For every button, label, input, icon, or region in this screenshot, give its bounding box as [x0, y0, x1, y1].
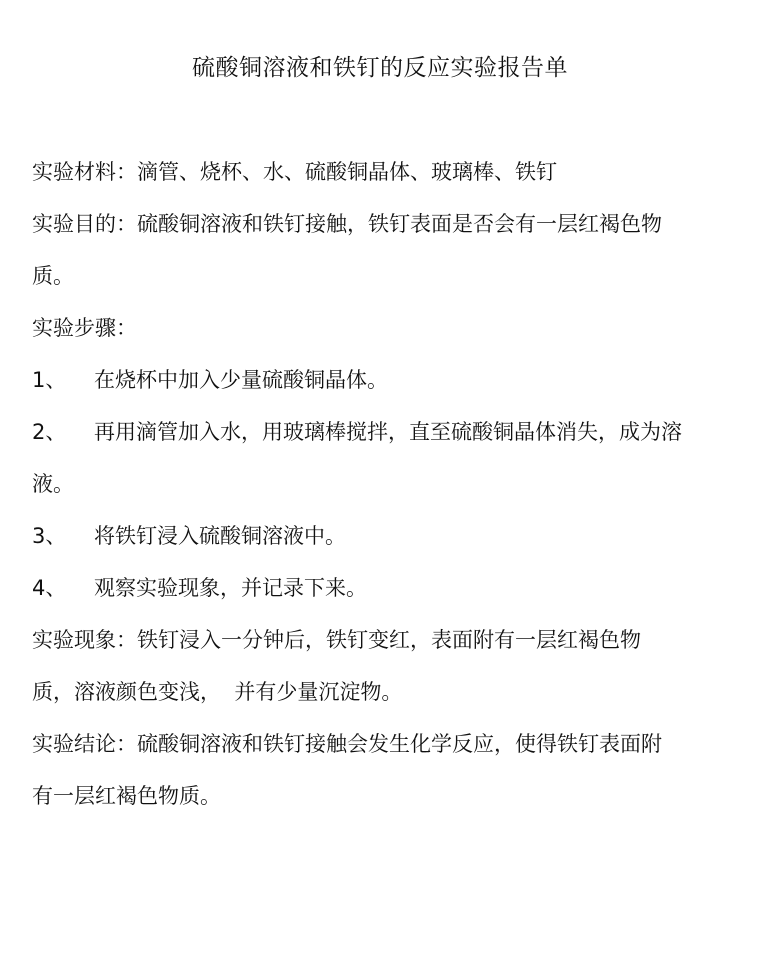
- step-text: 观察实验现象，并记录下来。: [94, 576, 367, 600]
- step-text: 在烧杯中加入少量硫酸铜晶体。: [94, 368, 388, 392]
- report-body: [32, 146, 732, 822]
- phenomenon-line-1: 实验现象：铁钉浸入一分钟后，铁钉变红，表面附有一层红褐色物: [32, 628, 641, 652]
- step-3: [32, 510, 732, 562]
- step-2: [32, 406, 732, 458]
- step-2-continuation: 液。: [32, 472, 74, 496]
- step-number: 2、: [32, 420, 67, 444]
- step-1: [32, 354, 732, 406]
- conclusion-section: [32, 718, 732, 822]
- phenomenon-section: [32, 614, 732, 718]
- materials-line: 实验材料：滴管、烧杯、水、硫酸铜晶体、玻璃棒、铁钉: [32, 160, 557, 184]
- phenomenon-line-2: 质，溶液颜色变浅， 并有少量沉淀物。: [32, 680, 403, 704]
- purpose-line-2: 质。: [32, 264, 74, 288]
- step-4: [32, 562, 732, 614]
- steps-heading: 实验步骤：: [32, 316, 137, 340]
- purpose-section: [32, 198, 732, 302]
- step-text: 将铁钉浸入硫酸铜溶液中。: [94, 524, 346, 548]
- step-number: 4、: [32, 576, 67, 600]
- step-number: 1、: [32, 368, 67, 392]
- step-text: 再用滴管加入水，用玻璃棒搅拌，直至硫酸铜晶体消失，成为溶: [94, 420, 682, 444]
- purpose-line-1: 实验目的：硫酸铜溶液和铁钉接触，铁钉表面是否会有一层红褐色物: [32, 212, 662, 236]
- conclusion-line-1: 实验结论：硫酸铜溶液和铁钉接触会发生化学反应，使得铁钉表面附: [32, 732, 662, 756]
- report-title: 硫酸铜溶液和铁钉的反应实验报告单: [192, 55, 568, 81]
- conclusion-line-2: 有一层红褐色物质。: [32, 784, 221, 808]
- step-number: 3、: [32, 524, 67, 548]
